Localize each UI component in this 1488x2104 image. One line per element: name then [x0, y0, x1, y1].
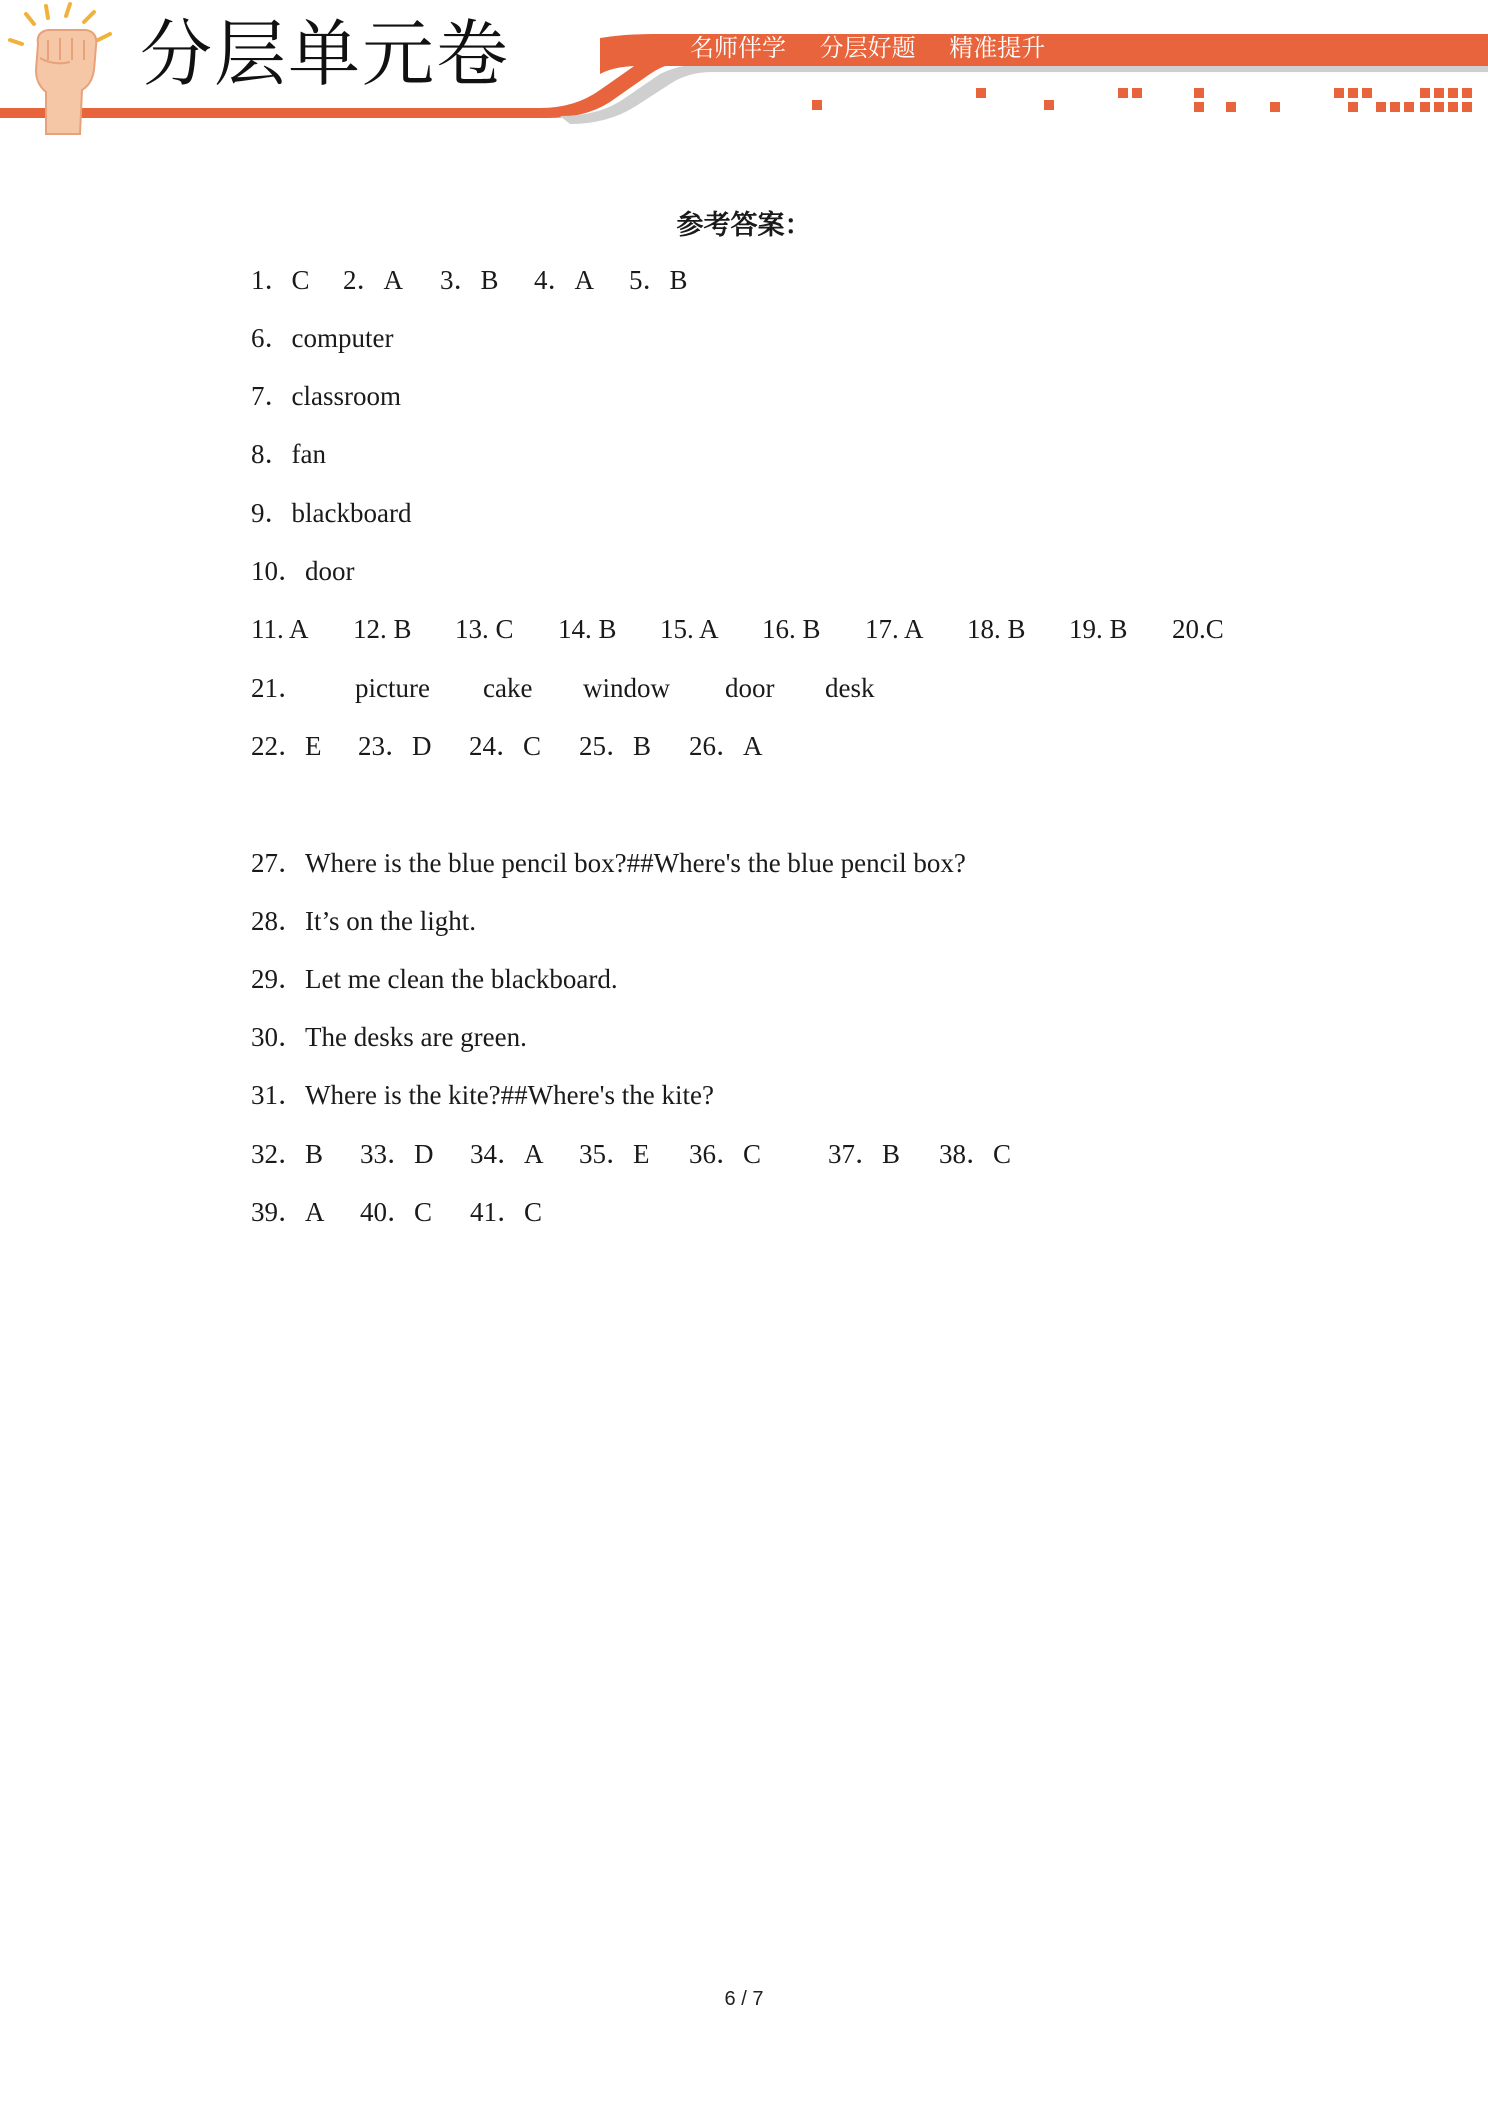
answer-row: 28．It’s on the light. [251, 906, 476, 936]
answer-item: 18. B [967, 614, 1026, 644]
answer-item: 22．E [251, 731, 322, 761]
answer-item: 16. B [762, 614, 821, 644]
page-number: 6 / 7 [724, 1988, 764, 2010]
answer-item: 23．D [358, 731, 432, 761]
answer-row: 30．The desks are green. [251, 1022, 527, 1052]
answer-item: 12. B [353, 614, 412, 644]
answer-row: 8．fan [251, 439, 326, 469]
answer-item: window [583, 673, 670, 703]
answer-item: 14. B [558, 614, 617, 644]
answer-item: 15. A [660, 614, 719, 644]
answer-row: 27．Where is the blue pencil box?##Where's the blue pencil box? [251, 848, 966, 878]
answer-item: 38．C [939, 1139, 1012, 1169]
answer-item: 20.C [1172, 614, 1224, 644]
answer-row: 31．Where is the kite?##Where's the kite? [251, 1080, 714, 1110]
answer-item: 24．C [469, 731, 542, 761]
answer-row: 9．blackboard [251, 498, 412, 528]
answer-row: 29．Let me clean the blackboard. [251, 964, 618, 994]
answer-item: 4．A [534, 265, 594, 295]
answer-item: 2．A [343, 265, 403, 295]
slogan-item: 分层好题 [819, 34, 916, 62]
answer-row: 7．classroom [251, 381, 401, 411]
answer-item: cake [483, 673, 533, 703]
answer-item: 13. C [455, 614, 514, 644]
answer-item: 39．A [251, 1197, 325, 1227]
answer-item: 26．A [689, 731, 763, 761]
answer-key-title: 参考答案： [676, 210, 812, 241]
answer-item: door [725, 673, 775, 703]
answer-item: 34．A [470, 1139, 544, 1169]
header-slogan [690, 36, 1071, 60]
answer-item: 37．B [828, 1139, 901, 1169]
slogan-item: 名师伴学 [690, 34, 786, 62]
answer-item: picture [355, 673, 430, 703]
answer-item: 21． [251, 673, 305, 703]
answer-item: 33．D [360, 1139, 434, 1169]
slogan-item: 精准提升 [949, 34, 1046, 62]
answer-item: 19. B [1069, 614, 1128, 644]
decorative-squares [812, 88, 1472, 112]
answer-item: 35．E [579, 1139, 650, 1169]
answer-item: 36．C [689, 1139, 762, 1169]
answer-row: 10．door [251, 556, 355, 586]
answer-row: 6．computer [251, 323, 394, 353]
answer-item: desk [825, 673, 875, 703]
answer-item: 40．C [360, 1197, 433, 1227]
answer-item: 3．B [440, 265, 499, 295]
page-header [0, 0, 1488, 140]
answer-item: 41．C [470, 1197, 543, 1227]
answer-item: 17. A [865, 614, 924, 644]
answer-item: 1．C [251, 265, 310, 295]
answer-item: 32．B [251, 1139, 324, 1169]
answer-item: 25．B [579, 731, 652, 761]
answer-item: 5．B [629, 265, 688, 295]
brand-title: 分层单元卷 [140, 12, 511, 96]
answer-item: 11. A [251, 614, 309, 644]
